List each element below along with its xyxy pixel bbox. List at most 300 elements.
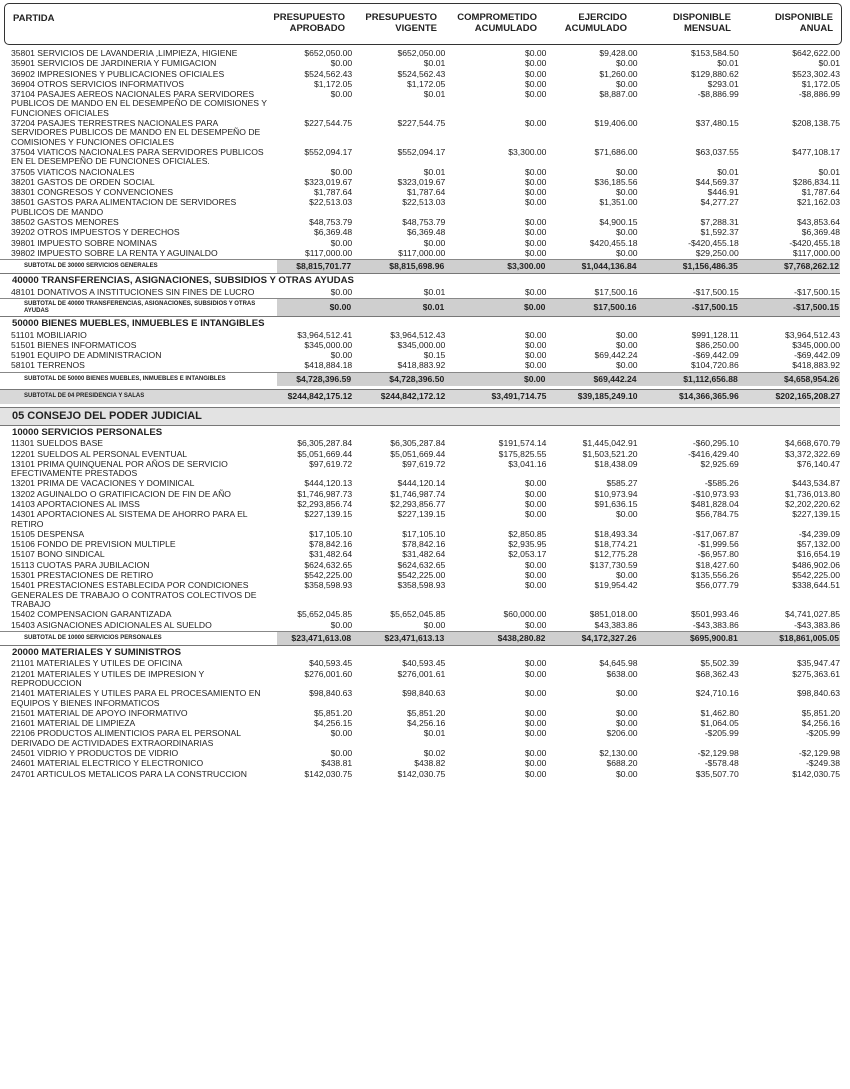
table-row bbox=[0, 621, 840, 632]
comprometido-acumulado-cell: $3,041.16 bbox=[508, 458, 547, 469]
header-line: EJERCIDO bbox=[578, 12, 627, 23]
ejercido-acumulado-cell: $0.00 bbox=[616, 329, 638, 340]
disponible-anual-cell: -$420,455.18 bbox=[789, 237, 840, 248]
disponible-anual-cell: -$69,442.09 bbox=[794, 350, 840, 361]
presupuesto-aprobado-cell: $48,753.79 bbox=[309, 217, 353, 228]
presupuesto-vigente-cell: $6,369.48 bbox=[407, 227, 446, 238]
partida-label: 15113 CUOTAS PARA JUBILACION bbox=[11, 559, 150, 570]
presupuesto-aprobado-cell: $323,019.67 bbox=[304, 176, 353, 187]
presupuesto-aprobado-cell: $31,482.64 bbox=[309, 549, 353, 560]
comprometido-acumulado-cell: $0.00 bbox=[524, 339, 547, 350]
table-header bbox=[4, 3, 842, 45]
section-title-row bbox=[0, 407, 840, 425]
disponible-mensual-cell: -$69,442.09 bbox=[692, 350, 739, 361]
presupuesto-vigente-cell: $48,753.79 bbox=[402, 217, 446, 228]
disponible-anual-cell: -$17,500.15 bbox=[794, 286, 840, 297]
presupuesto-aprobado-cell: $0.00 bbox=[330, 166, 353, 177]
subtotal-row bbox=[0, 260, 840, 274]
header-line: PRESUPUESTO bbox=[365, 12, 437, 23]
header-line: ACUMULADO bbox=[564, 23, 627, 34]
partida-label: 24701 ARTICULOS METALICOS PARA LA CONSTRUCCION bbox=[11, 768, 247, 779]
ejercido-acumulado-cell: $206.00 bbox=[606, 728, 638, 739]
ejercido-acumulado-cell: $1,260.00 bbox=[599, 68, 638, 79]
presupuesto-aprobado-cell: $552,094.17 bbox=[304, 146, 353, 157]
partida-label: 11301 SUELDOS BASE bbox=[11, 438, 104, 449]
ejercido-acumulado-cell: $71,686.00 bbox=[594, 146, 638, 157]
budget-rows bbox=[0, 49, 840, 780]
presupuesto-aprobado-cell: $1,787.64 bbox=[313, 187, 353, 198]
presupuesto-aprobado-cell: $23,471,613.08 bbox=[271, 631, 352, 645]
disponible-mensual-cell: $695,900.81 bbox=[638, 631, 739, 645]
presupuesto-aprobado-cell: $0.00 bbox=[330, 237, 353, 248]
ejercido-acumulado-cell: $4,645.98 bbox=[599, 658, 638, 669]
ejercido-acumulado-cell: $0.00 bbox=[616, 688, 638, 699]
table-row bbox=[0, 361, 840, 372]
disponible-anual-cell: $43,853.64 bbox=[796, 217, 840, 228]
disponible-mensual-cell: $1,064.05 bbox=[700, 718, 739, 729]
comprometido-acumulado-cell: $0.00 bbox=[524, 559, 547, 570]
partida-label: 21101 MATERIALES Y UTILES DE OFICINA bbox=[11, 658, 183, 669]
disponible-anual-cell: $2,202,220.62 bbox=[785, 499, 840, 509]
presupuesto-vigente-cell: $0.01 bbox=[423, 166, 446, 177]
subtotal-row bbox=[0, 299, 840, 317]
presupuesto-aprobado-cell: $2,293,856.74 bbox=[297, 499, 353, 509]
table-row bbox=[0, 288, 840, 299]
comprometido-acumulado-cell: $3,300.00 bbox=[508, 146, 547, 157]
comprometido-acumulado-cell: $0.00 bbox=[524, 217, 547, 228]
chapter-heading-row bbox=[0, 274, 840, 288]
presupuesto-aprobado-cell: $8,815,701.77 bbox=[271, 260, 352, 274]
presupuesto-vigente-cell: $8,815,698.96 bbox=[352, 260, 445, 274]
presupuesto-aprobado-cell: $0.00 bbox=[271, 299, 352, 317]
disponible-anual-cell: $117,000.00 bbox=[792, 247, 840, 258]
presupuesto-vigente-cell: $0.00 bbox=[423, 619, 446, 630]
presupuesto-aprobado-cell: $97,619.72 bbox=[309, 458, 353, 469]
partida-label: 51501 BIENES INFORMATICOS bbox=[11, 339, 137, 350]
header-line: MENSUAL bbox=[684, 23, 731, 34]
disponible-anual-cell: $642,622.00 bbox=[792, 48, 840, 58]
partida-label: 37204 PASAJES TERRESTRES NACIONALES PARA SERVIDORES PUBLICOS DE MANDO EN EL DESEMPEÑO DE COMISIONES Y FUNCIONES OFICIALES bbox=[11, 118, 261, 147]
partida-label: 51901 EQUIPO DE ADMINISTRACION bbox=[11, 350, 162, 361]
ejercido-acumulado-cell: $0.00 bbox=[616, 339, 638, 350]
disponible-anual-cell: $76,140.47 bbox=[796, 458, 840, 469]
presupuesto-vigente-cell: $418,883.92 bbox=[397, 360, 446, 371]
presupuesto-aprobado-cell: $142,030.75 bbox=[304, 768, 353, 779]
disponible-anual-cell: $1,736,013.80 bbox=[785, 488, 840, 499]
comprometido-acumulado-cell: $438,280.82 bbox=[445, 631, 546, 645]
comprometido-acumulado-cell: $0.00 bbox=[524, 728, 547, 739]
presupuesto-aprobado-cell: $17,105.10 bbox=[309, 528, 353, 539]
presupuesto-vigente-cell: $524,562.43 bbox=[397, 68, 446, 79]
partida-label: 51101 MOBILIARIO bbox=[11, 329, 87, 340]
presupuesto-vigente-cell: $3,964,512.43 bbox=[390, 329, 446, 340]
partida-label: 15401 PRESTACIONES ESTABLECIDA POR CONDICIONES GENERALES DE TRABAJO O CONTRATOS COLECTIVOS DE TRABAJO bbox=[11, 580, 257, 609]
disponible-anual-cell: -$205.99 bbox=[806, 728, 840, 739]
disponible-anual-cell: $477,108.17 bbox=[792, 146, 840, 157]
presupuesto-aprobado-cell: $5,851.20 bbox=[313, 707, 353, 718]
presupuesto-aprobado-cell: $0.00 bbox=[330, 619, 353, 630]
presupuesto-vigente-cell: $23,471,613.13 bbox=[352, 631, 445, 645]
comprometido-acumulado-cell: $0.00 bbox=[524, 668, 547, 679]
partida-label: 21601 MATERIAL DE LIMPIEZA bbox=[11, 718, 136, 729]
comprometido-acumulado-cell: $0.00 bbox=[524, 166, 547, 177]
comprometido-acumulado-cell: $0.00 bbox=[524, 488, 547, 499]
disponible-mensual-cell: -$8,886.99 bbox=[697, 89, 739, 100]
presupuesto-vigente-cell: $117,000.00 bbox=[398, 247, 446, 258]
ejercido-acumulado-cell: $18,774.21 bbox=[594, 539, 638, 550]
partida-label: 15105 DESPENSA bbox=[11, 528, 85, 539]
ejercido-acumulado-cell: $1,044,136.84 bbox=[546, 260, 637, 274]
comprometido-acumulado-cell: $0.00 bbox=[524, 78, 547, 89]
disponible-anual-cell: $275,363.61 bbox=[792, 668, 840, 679]
ejercido-acumulado-cell: $19,406.00 bbox=[594, 118, 638, 129]
chapter-heading: 50000 BIENES MUEBLES, INMUEBLES E INTANGIBLES bbox=[0, 317, 840, 331]
ejercido-acumulado-cell: $39,185,249.10 bbox=[546, 389, 637, 404]
ejercido-acumulado-cell: $0.00 bbox=[616, 247, 638, 258]
comprometido-acumulado-cell: $2,935.95 bbox=[508, 539, 547, 550]
disponible-anual-cell: $16,654.19 bbox=[796, 549, 840, 560]
table-row bbox=[0, 770, 840, 780]
chapter-heading: 10000 SERVICIOS PERSONALES bbox=[0, 425, 840, 439]
partida-label: 15403 ASIGNACIONES ADICIONALES AL SUELDO bbox=[11, 619, 212, 630]
comprometido-acumulado-cell: $0.00 bbox=[445, 299, 546, 317]
presupuesto-vigente-cell: $0.02 bbox=[423, 748, 446, 759]
subtotal-label: SUBTOTAL DE 50000 BIENES MUEBLES, INMUEBLES E INTANGIBLES bbox=[0, 372, 271, 386]
ejercido-acumulado-cell: $69,442.24 bbox=[594, 350, 638, 361]
comprometido-acumulado-cell: $0.00 bbox=[524, 68, 547, 79]
partida-label: 13202 AGUINALDO O GRATIFICACION DE FIN DE AÑO bbox=[11, 488, 231, 499]
table-row bbox=[0, 510, 840, 530]
comprometido-acumulado-cell: $0.00 bbox=[524, 748, 547, 759]
presupuesto-vigente-cell: $323,019.67 bbox=[397, 176, 446, 187]
presupuesto-vigente-cell: $227,544.75 bbox=[397, 118, 446, 129]
ejercido-acumulado-cell: $1,351.00 bbox=[599, 197, 638, 208]
ejercido-acumulado-cell: $1,445,042.91 bbox=[582, 438, 638, 449]
presupuesto-vigente-cell: $276,001.61 bbox=[397, 668, 446, 679]
presupuesto-vigente-cell: $142,030.75 bbox=[397, 768, 446, 779]
partida-label: 24501 VIDRIO Y PRODUCTOS DE VIDRIO bbox=[11, 748, 179, 759]
disponible-anual-cell: $57,132.00 bbox=[796, 539, 840, 550]
disponible-mensual-cell: $35,507.70 bbox=[695, 768, 739, 779]
presupuesto-aprobado-cell: $1,746,987.73 bbox=[297, 488, 353, 499]
presupuesto-vigente-cell: $0.01 bbox=[423, 286, 446, 297]
disponible-mensual-cell: $4,277.27 bbox=[700, 197, 739, 208]
subtotal-label: SUBTOTAL DE 10000 SERVICIOS PERSONALES bbox=[0, 631, 271, 645]
presupuesto-aprobado-cell: $22,513.03 bbox=[309, 197, 353, 208]
grand-subtotal-row bbox=[0, 389, 840, 404]
header-comprometido-acumulado bbox=[457, 12, 537, 34]
partida-label: 37505 VIATICOS NACIONALES bbox=[11, 166, 135, 177]
partida-label: 37104 PASAJES AEREOS NACIONALES PARA SERVIDORES PUBLICOS DE MANDO EN EL DESEMPEÑO DE COMISIONES Y FUNCIONES OFICIALES bbox=[11, 89, 267, 118]
presupuesto-vigente-cell: $1,172.05 bbox=[407, 78, 446, 89]
disponible-mensual-cell: $1,112,656.88 bbox=[638, 372, 739, 386]
presupuesto-vigente-cell: $31,482.64 bbox=[402, 549, 446, 560]
presupuesto-aprobado-cell: $4,256.15 bbox=[313, 718, 353, 729]
disponible-mensual-cell: $1,156,486.35 bbox=[638, 260, 739, 274]
header-disponible-mensual bbox=[673, 12, 731, 34]
header-presupuesto-aprobado bbox=[273, 12, 345, 34]
ejercido-acumulado-cell: $1,503,521.20 bbox=[582, 448, 638, 459]
presupuesto-aprobado-cell: $418,884.18 bbox=[304, 360, 353, 371]
presupuesto-vigente-cell: $552,094.17 bbox=[397, 146, 446, 157]
presupuesto-vigente-cell: $2,293,856.77 bbox=[390, 499, 446, 509]
comprometido-acumulado-cell: $0.00 bbox=[524, 247, 547, 258]
partida-label: 58101 TERRENOS bbox=[11, 360, 85, 371]
disponible-anual-cell: $0.01 bbox=[818, 58, 840, 69]
disponible-anual-cell: $4,256.16 bbox=[801, 718, 840, 729]
disponible-mensual-cell: $104,720.86 bbox=[690, 360, 739, 371]
disponible-anual-cell: $286,834.11 bbox=[792, 176, 840, 187]
comprometido-acumulado-cell: $0.00 bbox=[524, 197, 547, 208]
presupuesto-aprobado-cell: $0.00 bbox=[330, 350, 353, 361]
disponible-mensual-cell: -$17,500.15 bbox=[692, 286, 739, 297]
disponible-mensual-cell: -$420,455.18 bbox=[688, 237, 739, 248]
presupuesto-aprobado-cell: $542,225.00 bbox=[304, 570, 353, 581]
disponible-anual-cell: $0.01 bbox=[818, 166, 840, 177]
ejercido-acumulado-cell: $0.00 bbox=[616, 360, 638, 371]
disponible-mensual-cell: $481,828.04 bbox=[690, 499, 739, 509]
partida-label: 38502 GASTOS MENORES bbox=[11, 217, 119, 228]
presupuesto-aprobado-cell: $524,562.43 bbox=[304, 68, 353, 79]
presupuesto-aprobado-cell: $0.00 bbox=[330, 748, 353, 759]
presupuesto-vigente-cell: $624,632.65 bbox=[397, 559, 446, 570]
presupuesto-vigente-cell: $444,120.14 bbox=[397, 478, 446, 489]
disponible-mensual-cell: $0.01 bbox=[717, 58, 739, 69]
comprometido-acumulado-cell: $0.00 bbox=[524, 350, 547, 361]
partida-label: 15106 FONDO DE PREVISION MULTIPLE bbox=[11, 539, 176, 550]
ejercido-acumulado-cell: $69,442.24 bbox=[546, 372, 637, 386]
comprometido-acumulado-cell: $0.00 bbox=[524, 478, 547, 489]
presupuesto-vigente-cell: $358,598.93 bbox=[397, 580, 446, 591]
comprometido-acumulado-cell: $0.00 bbox=[524, 48, 547, 58]
chapter-heading: 40000 TRANSFERENCIAS, ASIGNACIONES, SUBSIDIOS Y OTRAS AYUDAS bbox=[0, 274, 840, 288]
header-line: ACUMULADO bbox=[474, 23, 537, 34]
ejercido-acumulado-cell: $10,973.94 bbox=[594, 488, 638, 499]
partida-label: 24601 MATERIAL ELECTRICO Y ELECTRONICO bbox=[11, 758, 204, 769]
disponible-mensual-cell: -$6,957.80 bbox=[697, 549, 739, 560]
presupuesto-vigente-cell: $244,842,172.12 bbox=[352, 389, 445, 404]
disponible-mensual-cell: $68,362.43 bbox=[695, 668, 739, 679]
ejercido-acumulado-cell: $36,185.56 bbox=[594, 176, 638, 187]
disponible-anual-cell: $443,534.87 bbox=[792, 478, 840, 489]
chapter-heading-row bbox=[0, 317, 840, 331]
disponible-mensual-cell: $293.01 bbox=[707, 78, 739, 89]
presupuesto-vigente-cell: $5,051,669.44 bbox=[390, 448, 446, 459]
disponible-anual-cell: $202,165,208.27 bbox=[739, 389, 840, 404]
presupuesto-aprobado-cell: $438.81 bbox=[321, 758, 353, 769]
chapter-heading: 20000 MATERIALES Y SUMINISTROS bbox=[0, 645, 840, 659]
partida-label: 48101 DONATIVOS A INSTITUCIONES SIN FINES DE LUCRO bbox=[11, 286, 255, 297]
presupuesto-vigente-cell: $40,593.45 bbox=[402, 658, 446, 669]
presupuesto-vigente-cell: $0.01 bbox=[423, 728, 446, 739]
comprometido-acumulado-cell: $0.00 bbox=[524, 688, 547, 699]
presupuesto-vigente-cell: $0.01 bbox=[352, 299, 445, 317]
presupuesto-vigente-cell: $0.15 bbox=[423, 350, 446, 361]
presupuesto-vigente-cell: $98,840.63 bbox=[402, 688, 446, 699]
ejercido-acumulado-cell: $638.00 bbox=[606, 668, 638, 679]
presupuesto-vigente-cell: $4,256.16 bbox=[407, 718, 446, 729]
ejercido-acumulado-cell: $0.00 bbox=[616, 718, 638, 729]
disponible-mensual-cell: $1,462.80 bbox=[700, 707, 739, 718]
presupuesto-aprobado-cell: $78,842.16 bbox=[309, 539, 353, 550]
disponible-mensual-cell: $129,880.62 bbox=[690, 68, 739, 79]
table-row bbox=[0, 119, 840, 148]
partida-label: 14103 APORTACIONES AL IMSS bbox=[11, 499, 140, 509]
ejercido-acumulado-cell: $91,636.15 bbox=[594, 499, 638, 509]
partida-label: 22106 PRODUCTOS ALIMENTICIOS PARA EL PERSONAL DERIVADO DE ACTIVIDADES EXTRAORDINARIAS bbox=[11, 728, 241, 748]
table-row bbox=[0, 689, 840, 709]
ejercido-acumulado-cell: $8,887.00 bbox=[599, 89, 638, 100]
presupuesto-aprobado-cell: $624,632.65 bbox=[304, 559, 353, 570]
disponible-mensual-cell: $18,427.60 bbox=[695, 559, 739, 570]
disponible-anual-cell: $208,138.75 bbox=[792, 118, 840, 129]
presupuesto-vigente-cell: $0.01 bbox=[423, 89, 446, 100]
presupuesto-aprobado-cell: $0.00 bbox=[330, 286, 353, 297]
disponible-mensual-cell: -$60,295.10 bbox=[692, 438, 739, 449]
presupuesto-vigente-cell: $4,728,396.50 bbox=[352, 372, 445, 386]
disponible-mensual-cell: $63,037.55 bbox=[695, 146, 739, 157]
comprometido-acumulado-cell: $191,574.14 bbox=[498, 438, 547, 449]
presupuesto-aprobado-cell: $3,964,512.41 bbox=[297, 329, 353, 340]
presupuesto-aprobado-cell: $6,369.48 bbox=[313, 227, 353, 238]
ejercido-acumulado-cell: $0.00 bbox=[616, 187, 638, 198]
presupuesto-vigente-cell: $97,619.72 bbox=[402, 458, 446, 469]
partida-label: 21401 MATERIALES Y UTILES PARA EL PROCESAMIENTO EN EQUIPOS Y BIENES INFORMATICOS bbox=[11, 688, 261, 708]
disponible-mensual-cell: $86,250.00 bbox=[695, 339, 739, 350]
presupuesto-aprobado-cell: $227,544.75 bbox=[304, 118, 353, 129]
ejercido-acumulado-cell: $4,172,327.26 bbox=[546, 631, 637, 645]
presupuesto-aprobado-cell: $117,000.00 bbox=[305, 247, 353, 258]
presupuesto-vigente-cell: $345,000.00 bbox=[397, 339, 446, 350]
header-line: COMPROMETIDO bbox=[457, 12, 537, 23]
disponible-anual-cell: $345,000.00 bbox=[792, 339, 840, 350]
ejercido-acumulado-cell: $17,500.16 bbox=[546, 299, 637, 317]
header-partida: PARTIDA bbox=[13, 13, 55, 24]
ejercido-acumulado-cell: $0.00 bbox=[616, 707, 638, 718]
disponible-anual-cell: $523,302.43 bbox=[792, 68, 840, 79]
header-line: VIGENTE bbox=[395, 23, 437, 34]
comprometido-acumulado-cell: $0.00 bbox=[524, 58, 547, 69]
disponible-mensual-cell: -$585.26 bbox=[704, 478, 739, 489]
partida-label: 15301 PRESTACIONES DE RETIRO bbox=[11, 570, 154, 581]
presupuesto-aprobado-cell: $244,842,175.12 bbox=[271, 389, 352, 404]
partida-label: 13101 PRIMA QUINQUENAL POR AÑOS DE SERVICIO EFECTIVAMENTE PRESTADOS bbox=[11, 458, 228, 479]
partida-label: 38201 GASTOS DE ORDEN SOCIAL bbox=[11, 176, 155, 187]
partida-label: 39802 IMPUESTO SOBRE LA RENTA Y AGUINALDO bbox=[11, 247, 218, 258]
ejercido-acumulado-cell: $43,383.86 bbox=[594, 619, 638, 630]
presupuesto-aprobado-cell: $40,593.45 bbox=[309, 658, 353, 669]
partida-label: 15107 BONO SINDICAL bbox=[11, 549, 105, 560]
presupuesto-vigente-cell: $542,225.00 bbox=[397, 570, 446, 581]
ejercido-acumulado-cell: $137,730.59 bbox=[589, 559, 638, 570]
disponible-mensual-cell: -$10,973.93 bbox=[692, 488, 739, 499]
comprometido-acumulado-cell: $0.00 bbox=[524, 176, 547, 187]
disponible-anual-cell: $4,658,954.26 bbox=[739, 372, 840, 386]
comprometido-acumulado-cell: $0.00 bbox=[524, 89, 547, 100]
table-row bbox=[0, 670, 840, 690]
comprometido-acumulado-cell: $0.00 bbox=[524, 329, 547, 340]
comprometido-acumulado-cell: $3,300.00 bbox=[445, 260, 546, 274]
partida-label: 39202 OTROS IMPUESTOS Y DERECHOS bbox=[11, 227, 180, 238]
disponible-mensual-cell: $37,480.15 bbox=[695, 118, 739, 129]
disponible-anual-cell: $142,030.75 bbox=[792, 768, 840, 779]
disponible-anual-cell: $3,372,322.69 bbox=[785, 448, 840, 459]
disponible-anual-cell: $98,840.63 bbox=[796, 688, 840, 699]
comprometido-acumulado-cell: $0.00 bbox=[524, 758, 547, 769]
presupuesto-aprobado-cell: $4,728,396.59 bbox=[271, 372, 352, 386]
header-line: PRESUPUESTO bbox=[273, 12, 345, 23]
ejercido-acumulado-cell: $0.00 bbox=[616, 227, 638, 238]
comprometido-acumulado-cell: $0.00 bbox=[524, 499, 547, 509]
comprometido-acumulado-cell: $0.00 bbox=[524, 118, 547, 129]
ejercido-acumulado-cell: $0.00 bbox=[616, 570, 638, 581]
partida-label: 21501 MATERIAL DE APOYO INFORMATIVO bbox=[11, 707, 188, 718]
ejercido-acumulado-cell: $0.00 bbox=[616, 78, 638, 89]
disponible-anual-cell: $5,851.20 bbox=[801, 707, 840, 718]
presupuesto-aprobado-cell: $345,000.00 bbox=[304, 339, 353, 350]
disponible-mensual-cell: $446.91 bbox=[707, 187, 739, 198]
presupuesto-aprobado-cell: $5,652,045.85 bbox=[297, 609, 353, 620]
comprometido-acumulado-cell: $0.00 bbox=[445, 372, 546, 386]
table-row bbox=[0, 729, 840, 749]
comprometido-acumulado-cell: $0.00 bbox=[524, 187, 547, 198]
comprometido-acumulado-cell: $0.00 bbox=[524, 707, 547, 718]
disponible-mensual-cell: -$578.48 bbox=[704, 758, 739, 769]
disponible-mensual-cell: -$43,383.86 bbox=[692, 619, 739, 630]
table-row bbox=[0, 148, 840, 168]
partida-label: 36902 IMPRESIONES Y PUBLICACIONES OFICIALES bbox=[11, 68, 225, 79]
disponible-mensual-cell: $1,592.37 bbox=[700, 227, 739, 238]
disponible-mensual-cell: $56,784.75 bbox=[695, 509, 739, 520]
comprometido-acumulado-cell: $0.00 bbox=[524, 360, 547, 371]
presupuesto-vigente-cell: $78,842.16 bbox=[402, 539, 446, 550]
disponible-mensual-cell: $2,925.69 bbox=[700, 458, 739, 469]
disponible-mensual-cell: $29,250.00 bbox=[695, 247, 739, 258]
header-line: APROBADO bbox=[289, 23, 345, 34]
presupuesto-vigente-cell: $5,652,045.85 bbox=[390, 609, 446, 620]
comprometido-acumulado-cell: $3,491,714.75 bbox=[445, 389, 546, 404]
presupuesto-vigente-cell: $22,513.03 bbox=[402, 197, 446, 208]
disponible-anual-cell: $542,225.00 bbox=[792, 570, 840, 581]
ejercido-acumulado-cell: $0.00 bbox=[616, 58, 638, 69]
comprometido-acumulado-cell: $0.00 bbox=[524, 286, 547, 297]
subtotal-label: SUBTOTAL DE 30000 SERVICIOS GENERALES bbox=[0, 260, 271, 274]
disponible-anual-cell: $418,883.92 bbox=[792, 360, 840, 371]
comprometido-acumulado-cell: $0.00 bbox=[524, 580, 547, 591]
presupuesto-vigente-cell: $438.82 bbox=[414, 758, 446, 769]
presupuesto-aprobado-cell: $0.00 bbox=[330, 728, 353, 739]
presupuesto-aprobado-cell: $276,001.60 bbox=[304, 668, 353, 679]
partida-label: 35901 SERVICIOS DE JARDINERIA Y FUMIGACION bbox=[11, 58, 217, 69]
presupuesto-vigente-cell: $227,139.15 bbox=[397, 509, 446, 520]
disponible-mensual-cell: -$205.99 bbox=[704, 728, 739, 739]
presupuesto-aprobado-cell: $358,598.93 bbox=[304, 580, 353, 591]
presupuesto-vigente-cell: $17,105.10 bbox=[402, 528, 446, 539]
disponible-mensual-cell: $14,366,365.96 bbox=[638, 389, 739, 404]
disponible-anual-cell: -$8,886.99 bbox=[798, 89, 840, 100]
disponible-anual-cell: $4,741,027.85 bbox=[785, 609, 840, 620]
ejercido-acumulado-cell: $0.00 bbox=[616, 768, 638, 779]
comprometido-acumulado-cell: $2,053.17 bbox=[508, 549, 547, 560]
disponible-anual-cell: $227,139.15 bbox=[792, 509, 840, 520]
partida-label: 13201 PRIMA DE VACACIONES Y DOMINICAL bbox=[11, 478, 195, 489]
ejercido-acumulado-cell: $585.27 bbox=[606, 478, 638, 489]
presupuesto-vigente-cell: $1,746,987.74 bbox=[390, 488, 446, 499]
presupuesto-aprobado-cell: $0.00 bbox=[330, 89, 353, 100]
comprometido-acumulado-cell: $60,000.00 bbox=[503, 609, 547, 620]
table-row bbox=[0, 439, 840, 449]
disponible-mensual-cell: -$17,067.87 bbox=[692, 528, 739, 539]
